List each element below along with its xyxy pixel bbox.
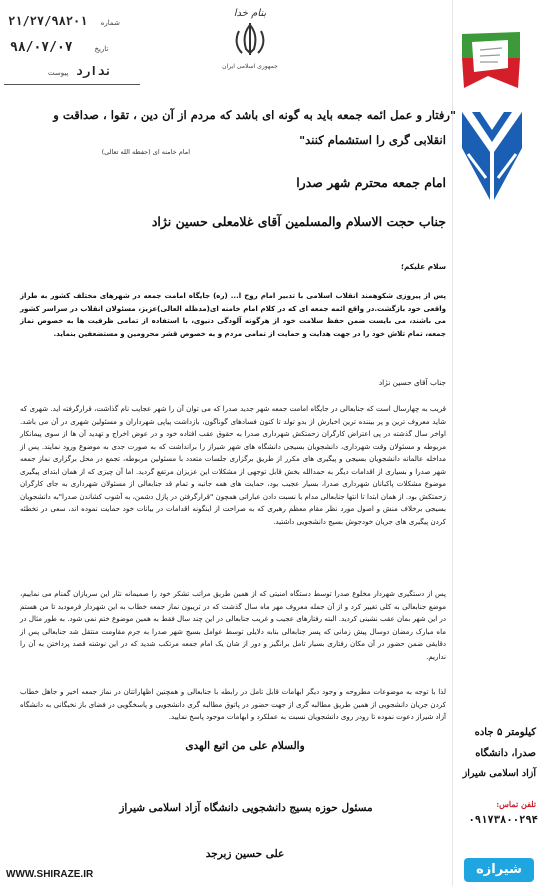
paragraph-1: پس از پیروزی شکوهمند انقلاب اسلامی با تدبیر امام روح ا... (ره) جایگاه امامت جمعه در شهرهای مختلف کشور به طراز واقعی خود بازگشت.در واقع ائمه جمعه ای که در کلام امام خامنه ای(مدظله العالی)عزیز، مسئولان انقلاب در سراسر کشور می باشند، می بایست ضمن حفظ سلامت خود از هرگونه آلودگی دنیوی، با استفاده از تمامی ظرفیت ها به خصوص نماز جمعه، تمام تلاش خود را در جهت هدایت و حمایت از تمامی مردم و به خصوص قشر محرومین و مستضعفین بنماید. bbox=[20, 291, 446, 338]
recipient-line-2: جناب حجت الاسلام والمسلمین آقای غلامعلی حسین نژاد bbox=[151, 214, 446, 229]
basij-flag-icon bbox=[458, 28, 524, 96]
iran-seal bbox=[222, 8, 278, 84]
sidebar-address-line3: آزاد اسلامی شیراز bbox=[462, 768, 536, 779]
quote-line-2: انقلابی گری را استشمام کنند" bbox=[299, 133, 446, 147]
letter-attachment-value: ندارد bbox=[75, 64, 112, 78]
closing-greeting: والسلام علی من اتبع الهدی bbox=[185, 740, 305, 752]
paragraph-2-address: جناب آقای حسین نژاد bbox=[378, 378, 446, 387]
iran-emblem-icon bbox=[230, 21, 270, 59]
site-logo-text: شیرازه bbox=[476, 862, 522, 877]
sidebar-phone-value: ۰۹۱۷۳۸۰۰۲۹۴ bbox=[468, 814, 538, 826]
paragraph-4: پس از دستگیری شهردار مخلوع صدرا توسط دستگاه امنیتی که از همین طریق مراتب تشکر خود را صمیمانه نثار این سربازان گمنام می نماییم، موضع جنابعالی به کلی تغییر کرد و از آن جمله معروف مهر ماه سال گذشت که در تریبون نماز جمعه خطاب به این شهردار فرمودید تا من هستم در این شهر بمان عقب نشینی کردید. البته رفتارهای عجیب و غریب جنابعالی در این چند سال فقط به همین موضوع ختم نمی شود. به طور مثال در ماه مبارک رمضان دوسال پیش زمانی که پسر جنابعالی بنابه دلایلی توسط عوامل بسیج شهر صدرا به جرم مقاومت منتقل شد جنابعالی پس از دقایقی ضمن حضور در آن مکان رفتاری بسیار تامل برانگیز و دور از شان یک امام جمعه مرتکب شدید که در این نوشته قصد پرداختن به آن را نداریم. bbox=[20, 589, 446, 661]
letter-date-label: تاریخ bbox=[94, 45, 109, 53]
quote-line-1: "رفتار و عمل ائمه جمعه باید به گونه ای باشد که مردم از آن دین ، تقوا ، صداقت و bbox=[53, 108, 456, 122]
letter-number-value: ۲۱/۲۷/۹۸۲۰۱ bbox=[8, 14, 88, 28]
letter-attachment-label: پیوست bbox=[48, 69, 69, 77]
paragraph-5: لذا با توجه به موضوعات مطروحه و وجود دیگر ابهامات قابل تامل در رابطه با جنابعالی و همچنین اظهاراتتان در نماز جمعه اخیر و جاهل خطاب کردن جریان دانشجویی از همین طریق مطالبه گری از جهت حضور در پاتوق مطالبه گری دانشجویی و پاسخگویی در فضای باز نخبگانی به دانشگاه آزاد شیراز دعوت نموده تا رودر روی دانشجویان نسبت به عملکرد و ابهامات موجود پاسخ نمایید. bbox=[20, 687, 446, 721]
signature-name: علی حسین زبرجد bbox=[205, 848, 285, 860]
letter-number-label: شماره bbox=[100, 19, 120, 27]
sidebar-address-line2: صدرا، دانشگاه bbox=[475, 748, 536, 759]
signature-title: مسئول حوزه بسیج دانشجویی دانشگاه آزاد اسلامی شیراز bbox=[119, 802, 373, 814]
sidebar-phone-label: تلفن تماس: bbox=[496, 799, 536, 809]
seal-caption: جمهوری اسلامی ایران bbox=[222, 63, 278, 70]
letter-date-value: ۹۸/۰۷/۰۷ bbox=[10, 40, 73, 55]
quote-attribution: امام خامنه ای (حفظه الله تعالی) bbox=[101, 148, 190, 156]
header-underline bbox=[4, 84, 140, 85]
seal-basmala: بنام خدا bbox=[233, 8, 267, 19]
letter-number bbox=[8, 14, 138, 28]
letter-date bbox=[10, 40, 140, 55]
paragraph-3: قریب به چهارسال است که جنابعالی در جایگاه امامت جمعه شهر جدید صدرا که می توان آن را شهر عجایب نام گذاشت، قرارگرفته اید. شهری که شاید معروف ترین و پر بیننده ترین اخبارش از بدو تولد تا کنون فسادهای گوناگون، بازداشت پیاپی شهرداران و مسئولین شهری در آن می باشد. اواخر سال گذشته در پی اعتراض کارگران زحمتکش شهرداری صدرا به حقوق عقب افتاده خود و در عوض اخراج و تهدید آن ها از سوی پیمانکار مربوطه و مسئولان وقت شهرداری، دانشجویان بسیجی دانشگاه های شهر شیراز را برانداشت که به صورت جدی به موضوع ورود نمایند. پس از مداخله عالمانه دانشجویان بسیجی و پیگیری های مکرر از طریق برگزاری جلسات متعدد با مسئولین مربوطه، تجمع در محل برگزاری نماز جمعه شهر صدرا و بسیاری از اقدامات دیگر به حمدالله بخش قابل توجهی از مشکلات این عزیزان مرتفع گردید. اما آن چیزی که از همان ابتدای پیگیری موضوع مشکلات پاکبانان شهرداری صدرا، بسیار عجیب بود، حمایت های همه جانبه و تمام قد جنابعالی از مسئولان شهرداری به جای کارگران زحمتکش بود. از همان ابتدا تا انتها جنابعالی مدام با نسبت دادن عباراتی همچون "قرارگرفتن در پازل دشمن، به آشوب کشاندن صدرا"به دانشجویان بسیجی برخلاف منش و اصول مورد نظر مقام معظم رهبری که به صراحت از اینگونه اقدامات در بیانات خود حمایت نموده اند، سعی در تخطئه کردن پیگیری های جریان خودجوش بسیج دانشجویی داشتید. bbox=[20, 404, 446, 526]
basij-logo bbox=[458, 28, 524, 96]
site-logo-watermark bbox=[464, 858, 534, 882]
salutation: سلام علیکم؛ bbox=[400, 262, 446, 271]
sidebar-address-line1: کیلومتر ۵ جاده bbox=[474, 727, 536, 738]
letter-attachment bbox=[34, 64, 164, 78]
azad-university-logo bbox=[460, 108, 524, 204]
site-url-watermark: WWW.SHIRAZE.IR bbox=[6, 869, 94, 880]
recipient-line-1: امام جمعه محترم شهر صدرا bbox=[296, 175, 446, 190]
azad-university-icon bbox=[460, 108, 524, 204]
